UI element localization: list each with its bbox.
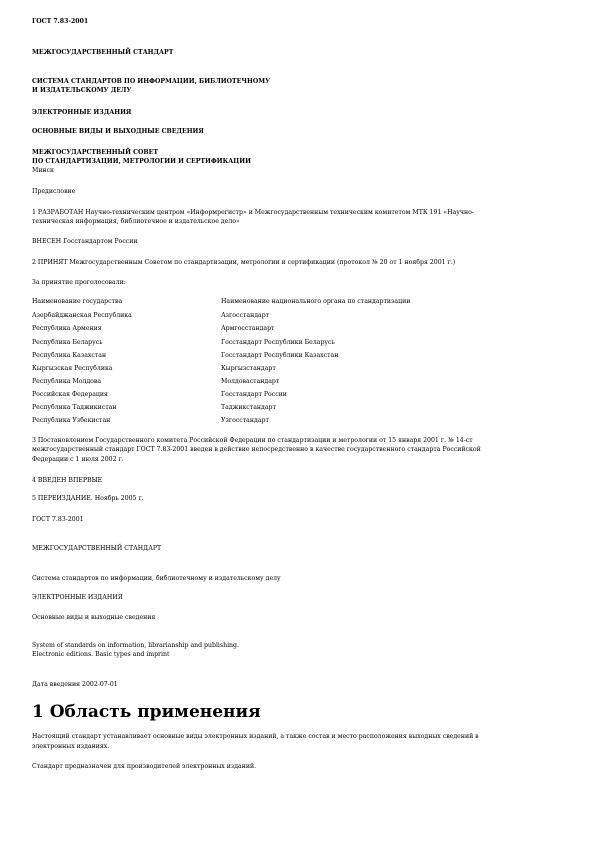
section-1-para-1-line-2: электронных изданиях. xyxy=(32,743,110,750)
system-title-line-1: СИСТЕМА СТАНДАРТОВ ПО ИНФОРМАЦИИ, БИБЛИОТЕЧНОМУ xyxy=(32,78,271,85)
doc-code: ГОСТ 7.83-2001 xyxy=(32,18,89,25)
table-cell-state: Республика Таджикистан xyxy=(32,404,117,411)
doc-code-second: ГОСТ 7.83-2001 xyxy=(32,516,84,523)
table-cell-state: Кыргызская Республика xyxy=(32,365,113,372)
preface-heading: Предисловие xyxy=(32,188,76,195)
system-title-line-2: И ИЗДАТЕЛЬСКОМУ ДЕЛУ xyxy=(32,87,132,94)
city: Минск xyxy=(32,167,54,174)
item-3-line-2: межгосударственный стандарт ГОСТ 7.83-2001 введен в действие непосредственно в качестве государственного стандарта Российской xyxy=(32,446,481,453)
item-2: 2 ПРИНЯТ Межгосударственным Советом по стандартизации, метрологии и сертификации (протокол № 20 от 1 ноября 2001 г.) xyxy=(32,259,456,266)
table-cell-body: Кыргызстандарт xyxy=(221,365,276,372)
table-cell-body: Узгосстандарт xyxy=(221,417,269,424)
standard-type-second: МЕЖГОСУДАРСТВЕННЫЙ СТАНДАРТ xyxy=(32,545,162,552)
system-title-mixed: Система стандартов по информации, библиотечному и издательскому делу xyxy=(32,575,281,582)
table-cell-state: Российская Федерация xyxy=(32,391,108,398)
council-line-1: МЕЖГОСУДАРСТВЕННЫЙ СОВЕТ xyxy=(32,149,158,156)
table-cell-state: Республика Беларусь xyxy=(32,339,103,346)
table-cell-state: Азербайджанская Республика xyxy=(32,312,132,319)
table-header-body: Наименование национального органа по стандартизации xyxy=(221,298,411,305)
doc-subtitle: ОСНОВНЫЕ ВИДЫ И ВЫХОДНЫЕ СВЕДЕНИЯ xyxy=(32,128,204,135)
table-cell-state: Республика Узбекистан xyxy=(32,417,111,424)
table-cell-state: Республика Казахстан xyxy=(32,352,107,359)
doc-subtitle-mixed: Основные виды и выходные сведения xyxy=(32,614,156,621)
table-cell-body: Таджикстандарт xyxy=(221,404,276,411)
effective-date: Дата введения 2002-07-01 xyxy=(32,681,118,688)
item-5: 5 ПЕРЕИЗДАНИЕ. Ноябрь 2005 г. xyxy=(32,495,144,502)
table-cell-body: Молдовастандарт xyxy=(221,378,280,385)
item-1-line-1: 1 РАЗРАБОТАН Научно-техническим центром «Информрегистр» и Межгосударственным техническим комитетом МТК 191 «Научно- xyxy=(32,209,474,216)
item-3-line-3: Федерации с 1 июля 2002 г. xyxy=(32,456,124,463)
table-cell-body: Госстандарт Республики Казахстан xyxy=(221,352,339,359)
doc-title: ЭЛЕКТРОННЫЕ ИЗДАНИЯ xyxy=(32,109,132,116)
english-title-line-1: System of standards on information, librarianship and publishing. xyxy=(32,642,239,649)
table-header-state: Наименование государства xyxy=(32,298,123,305)
table-cell-body: Азгосстандарт xyxy=(221,312,270,319)
item-3-line-1: 3 Постановлением Государственного комитета Российской Федерации по стандартизации и метрологии от 15 января 2001 г. № 14-ст xyxy=(32,437,473,444)
table-cell-body: Госстандарт России xyxy=(221,391,287,398)
table-cell-body: Госстандарт Республики Беларусь xyxy=(221,339,335,346)
doc-title-caps: ЭЛЕКТРОННЫЕ ИЗДАНИЯ xyxy=(32,594,123,601)
item-4: 4 ВВЕДЕН ВПЕРВЫЕ xyxy=(32,477,103,484)
standard-type: МЕЖГОСУДАРСТВЕННЫЙ СТАНДАРТ xyxy=(32,49,174,56)
english-title-line-2: Electronic editions. Basic types and imprint xyxy=(32,651,170,658)
introduced-by: ВНЕСЕН Госстандартом России xyxy=(32,238,138,245)
section-1-para-2: Стандарт предназначен для производителей электронных изданий. xyxy=(32,763,257,770)
council-line-2: ПО СТАНДАРТИЗАЦИИ, МЕТРОЛОГИИ И СЕРТИФИКАЦИИ xyxy=(32,158,251,165)
table-cell-state: Республика Армения xyxy=(32,325,102,332)
table-cell-state: Республика Молдова xyxy=(32,378,102,385)
section-1-heading: 1 Область применения xyxy=(32,702,261,722)
item-1-line-2: техническая информация, библиотечное и издательское дело» xyxy=(32,218,240,225)
section-1-para-1-line-1: Настоящий стандарт устанавливает основные виды электронных изданий, а также состав и место расположения выходных сведений в xyxy=(32,733,479,740)
table-cell-body: Армгосстандарт xyxy=(221,325,275,332)
voted-for-label: За принятие проголосовали: xyxy=(32,279,126,286)
